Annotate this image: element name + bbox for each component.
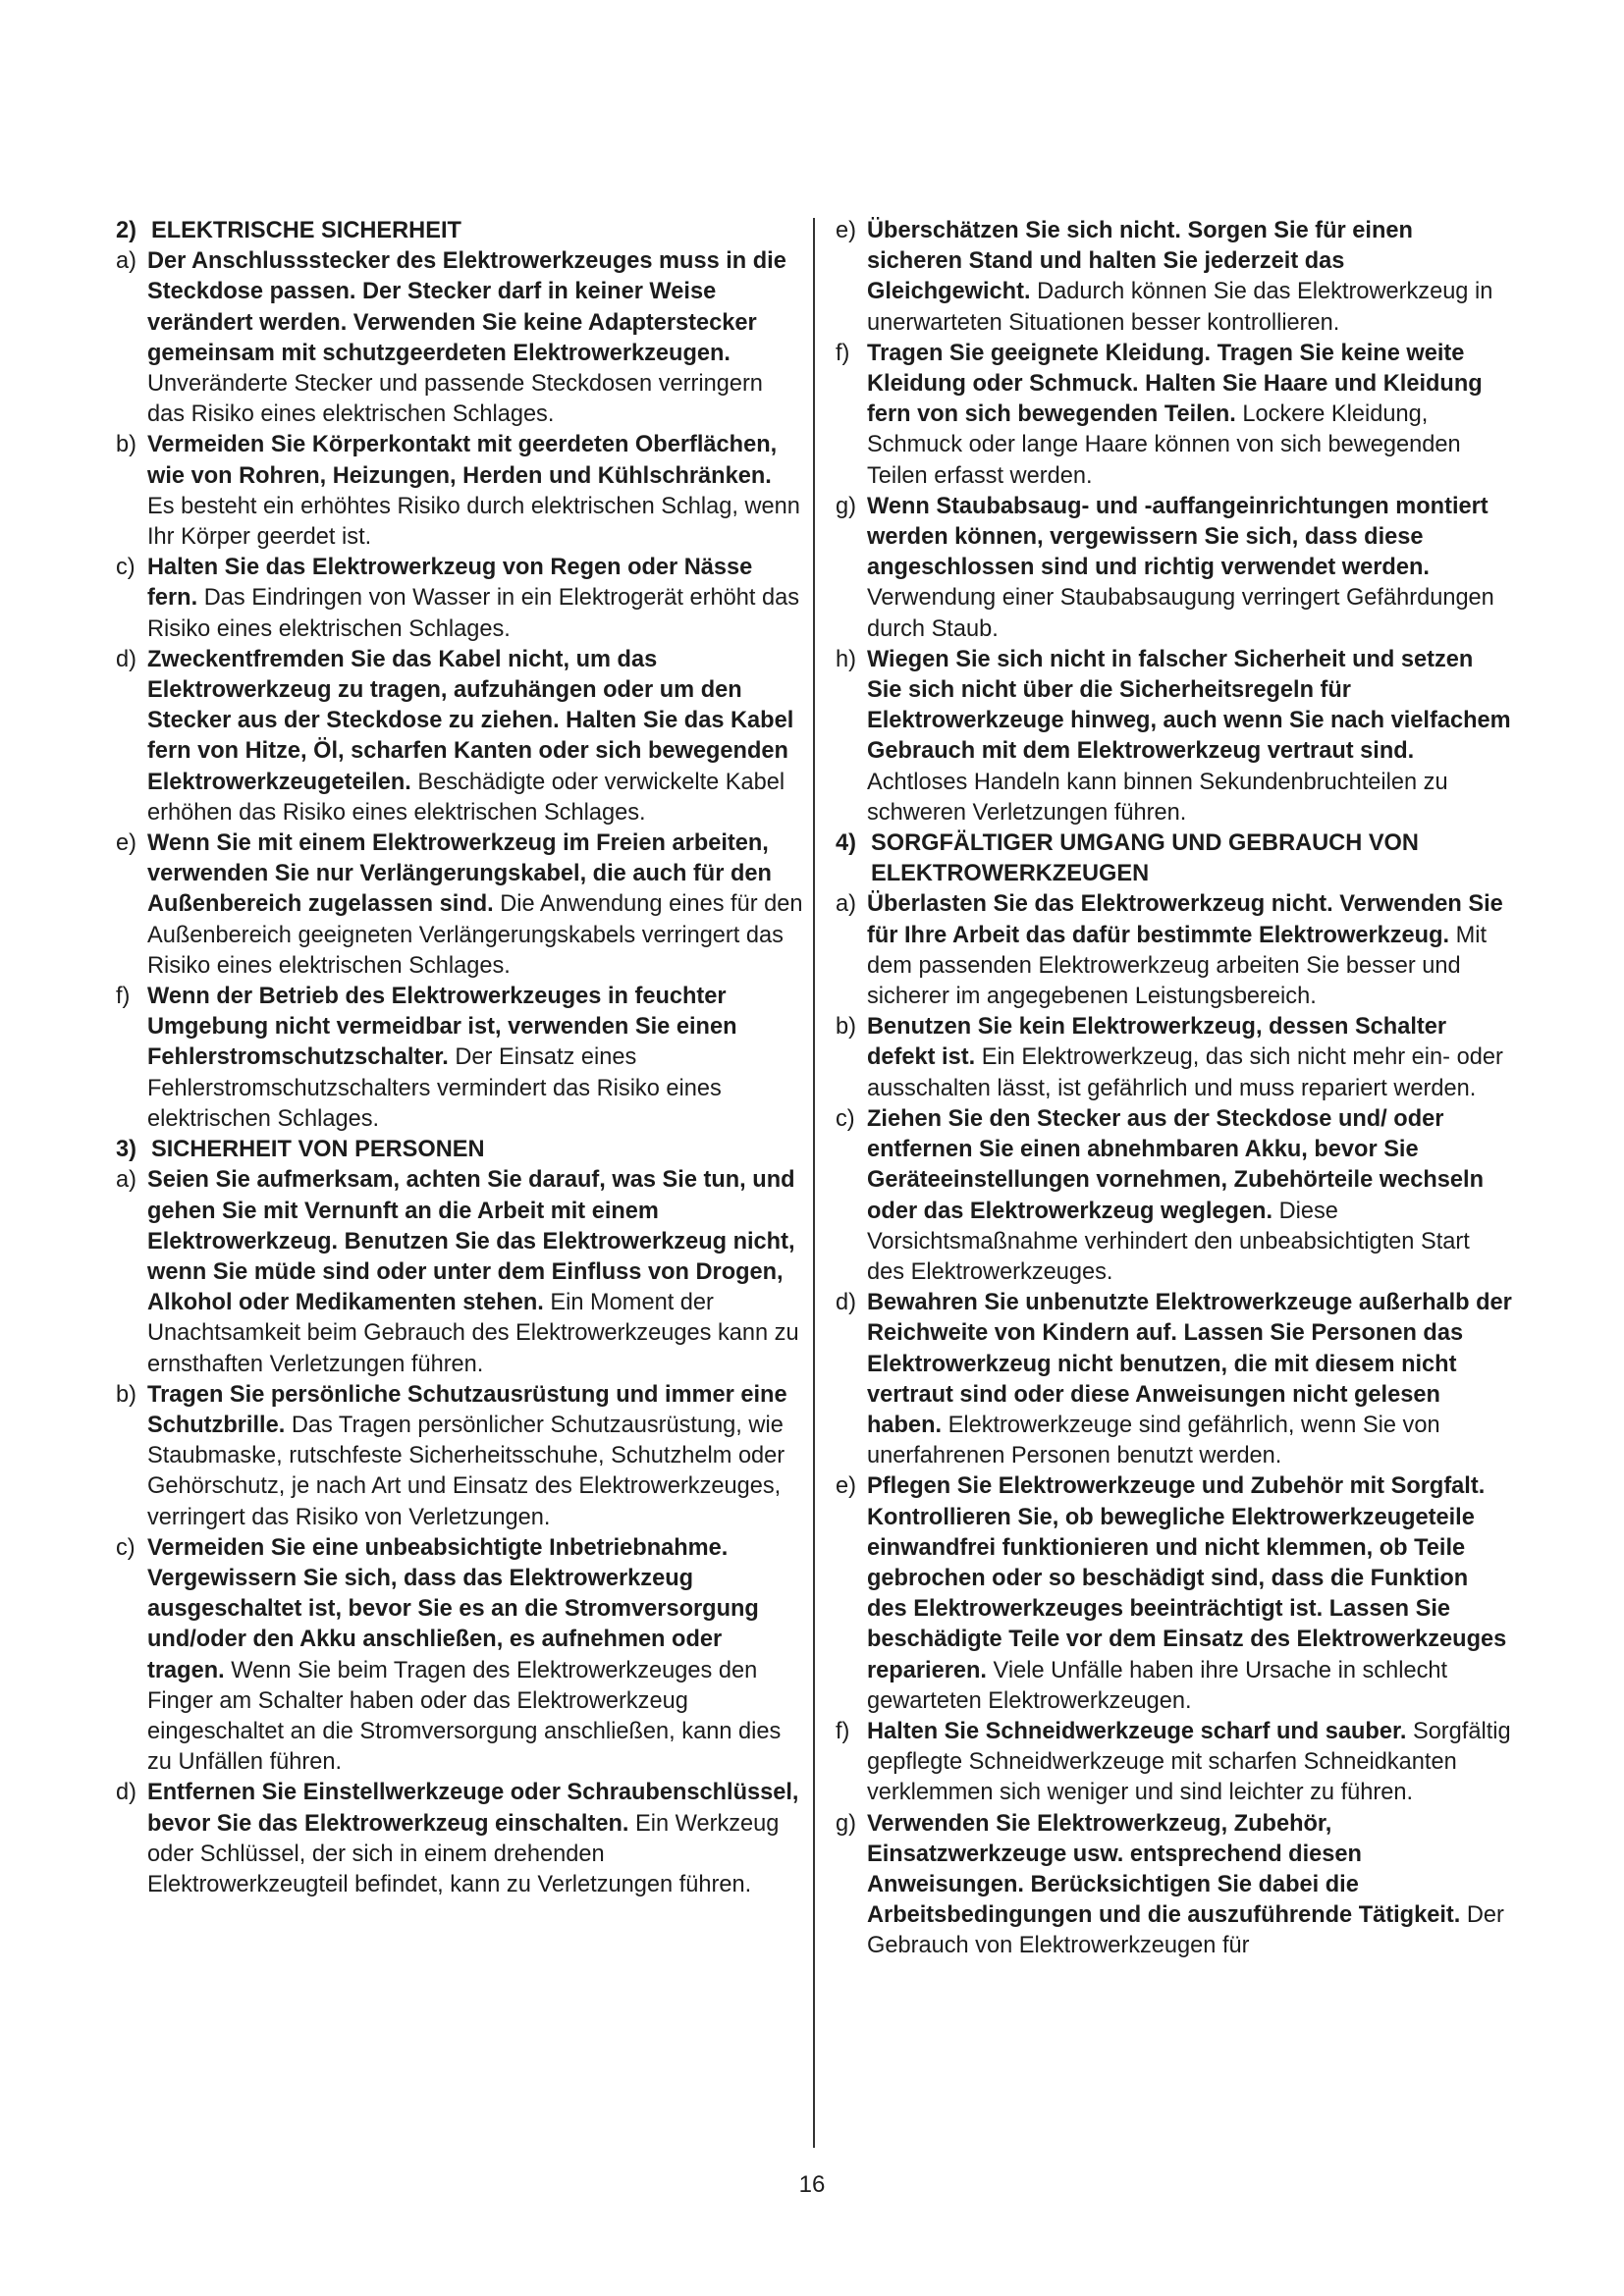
item-explanation: Beschädigte oder verwickelte Kabel erhöhen das Risiko eines elektrischen Schlages. (147, 769, 785, 826)
section-number: 3) (116, 1137, 136, 1163)
item-body (867, 339, 1513, 492)
item-instruction: Bewahren Sie unbenutzte Elektrowerkzeuge außerhalb der Reichweite von Kindern auf. Lassen Sie Personen das Elektrowerkzeug nicht benutzen, die mit diesem nicht vertraut sind oder diese Anweisungen nicht gelesen haben. (867, 1290, 1512, 1438)
item-instruction: Wenn der Betrieb des Elektrowerkzeuges in feuchter Umgebung nicht vermeidbar ist, verwenden Sie einen Fehlerstromschutzschalter. (147, 984, 737, 1071)
item-body (147, 645, 803, 828)
item-body (867, 645, 1513, 828)
item-body (147, 828, 803, 982)
item-explanation: Dadurch können Sie das Elektrowerkzeug in unerwarteten Situationen besser kontrollieren. (867, 279, 1493, 336)
safety-item (116, 1778, 803, 1900)
item-explanation: Achtloses Handeln kann binnen Sekundenbruchteilen zu schweren Verletzungen führen. (867, 769, 1448, 826)
item-explanation: Elektrowerkzeuge sind gefährlich, wenn Sie von unerfahrenen Personen benutzt werden. (867, 1412, 1440, 1469)
item-body (867, 1809, 1513, 1962)
safety-item (836, 1104, 1513, 1288)
item-body (867, 1104, 1513, 1288)
section-title: SICHERHEIT VON PERSONEN (151, 1137, 485, 1163)
item-instruction: Vermeiden Sie eine unbeabsichtigte Inbetriebnahme. Vergewissern Sie sich, dass das Elektrowerkzeug ausgeschaltet ist, bevor Sie es an die Stromversorgung und/oder den Akku anschließen, es aufnehmen oder tragen. (147, 1534, 759, 1683)
safety-item (116, 1533, 803, 1779)
right-column (836, 216, 1513, 1962)
item-instruction: Tragen Sie persönliche Schutzausrüstung und immer eine Schutzbrille. (147, 1381, 787, 1438)
item-explanation: Sorgfältig gepflegte Schneidwerkzeuge mit scharfen Schneidkanten verklemmen sich weniger und sind leichter zu führen. (867, 1718, 1511, 1806)
item-instruction: Verwenden Sie Elektrowerkzeug, Zubehör, Einsatzwerkzeuge usw. entsprechend diesen Anweisungen. Berücksichtigen Sie dabei die Arbeitsbedingungen und die auszuführende Tätigkeit. (867, 1810, 1461, 1929)
item-instruction: Pflegen Sie Elektrowerkzeuge und Zubehör mit Sorgfalt. Kontrollieren Sie, ob bewegliche Elektrowerkzeugeteile einwandfrei funktionieren und nicht klemmen, ob Teile gebrochen oder so beschädigt sind, dass die Funktion des Elektrowerkzeuges beeinträchtigt ist. Lassen Sie beschädigte Teile vor dem Einsatz des Elektrowerkzeuges reparieren. (867, 1473, 1507, 1683)
item-body (147, 1380, 803, 1533)
item-explanation: Mit dem passenden Elektrowerkzeug arbeiten Sie besser und sicherer im angegebenen Leistungsbereich. (867, 922, 1488, 1010)
item-body (867, 1717, 1513, 1809)
safety-item (836, 1809, 1513, 1962)
item-label: f) (836, 1718, 850, 1744)
item-label: c) (836, 1105, 855, 1132)
item-body (867, 889, 1513, 1012)
item-label: d) (116, 1780, 136, 1806)
item-explanation: Es besteht ein erhöhtes Risiko durch elektrischen Schlag, wenn Ihr Körper geerdet ist. (147, 493, 800, 551)
item-label: b) (116, 432, 136, 458)
section-heading (116, 216, 803, 246)
safety-item (836, 1717, 1513, 1809)
section-heading (836, 828, 1513, 889)
section-number: 4) (836, 830, 856, 857)
item-instruction: Tragen Sie geeignete Kleidung. Tragen Sie keine weite Kleidung oder Schmuck. Halten Sie Haare und Kleidung fern von sich bewegenden Teilen. (867, 340, 1483, 428)
safety-item (116, 1380, 803, 1533)
item-instruction: Wenn Sie mit einem Elektrowerkzeug im Freien arbeiten, verwenden Sie nur Verlängerungskabel, die auch für den Außenbereich zugelassen sind. (147, 830, 772, 918)
section-title: SORGFÄLTIGER UMGANG UND GEBRAUCH VON ELEKTROWERKZEUGEN (871, 830, 1419, 887)
column-divider (813, 218, 815, 2148)
item-explanation: Verwendung einer Staubabsaugung verringert Gefährdungen durch Staub. (867, 585, 1494, 642)
item-body (867, 1288, 1513, 1471)
left-column (116, 216, 803, 1900)
item-label: d) (836, 1290, 856, 1316)
item-label: c) (116, 555, 135, 581)
item-label: e) (836, 1473, 856, 1500)
item-body (147, 246, 803, 430)
item-explanation: Der Gebrauch von Elektrowerkzeugen für (867, 1902, 1504, 1959)
safety-item (836, 216, 1513, 339)
item-body (867, 1012, 1513, 1104)
item-body (147, 1778, 803, 1900)
item-instruction: Ziehen Sie den Stecker aus der Steckdose und/ oder entfernen Sie einen abnehmbaren Akku, bevor Sie Geräteeinstellungen vornehmen, Zubehörteile wechseln oder das Elektrowerkzeug weglegen. (867, 1105, 1485, 1224)
item-label: d) (116, 646, 136, 672)
item-instruction: Überschätzen Sie sich nicht. Sorgen Sie für einen sicheren Stand und halten Sie jederzeit das Gleichgewicht. (867, 218, 1413, 305)
item-label: e) (116, 830, 136, 857)
item-explanation: Diese Vorsichtsmaßnahme verhindert den unbeabsichtigten Start des Elektrowerkzeuges. (867, 1198, 1470, 1285)
safety-item (836, 492, 1513, 645)
item-body (147, 553, 803, 645)
item-label: a) (836, 891, 856, 918)
safety-item (836, 889, 1513, 1012)
section-heading (116, 1135, 803, 1165)
item-explanation: Ein Elektrowerkzeug, das sich nicht mehr ein- oder ausschalten lässt, ist gefährlich und muss repariert werden. (867, 1044, 1503, 1101)
section-number: 2) (116, 218, 136, 243)
item-label: e) (836, 218, 856, 243)
item-instruction: Wenn Staubabsaug- und -auffangeinrichtungen montiert werden können, vergewissern Sie sich, dass diese angeschlossen sind und richtig verwendet werden. (867, 493, 1489, 581)
item-label: b) (116, 1381, 136, 1408)
section-title: ELEKTRISCHE SICHERHEIT (151, 218, 461, 243)
page-number: 16 (798, 2171, 826, 2198)
item-label: h) (836, 646, 856, 672)
item-body (147, 1533, 803, 1779)
item-instruction: Entfernen Sie Einstellwerkzeuge oder Schraubenschlüssel, bevor Sie das Elektrowerkzeug einschalten. (147, 1780, 799, 1837)
item-instruction: Der Anschlussstecker des Elektrowerkzeuges muss in die Steckdose passen. Der Stecker darf in keiner Weise verändert werden. Verwenden Sie keine Adapterstecker gemeinsam mit schutzgeerdeten Elektrowerkzeugen. (147, 248, 786, 366)
item-explanation: Das Tragen persönlicher Schutzausrüstung, wie Staubmaske, rutschfeste Sicherheitsschuhe, Schutzhelm oder Gehörschutz, je nach Art und Einsatz des Elektrowerkzeuges, verringert das Risiko von Verletzungen. (147, 1412, 785, 1530)
item-explanation: Unveränderte Stecker und passende Steckdosen verringern das Risiko eines elektrischen Schlages. (147, 371, 763, 428)
item-instruction: Vermeiden Sie Körperkontakt mit geerdeten Oberflächen, wie von Rohren, Heizungen, Herden und Kühlschränken. (147, 432, 778, 489)
item-body (147, 982, 803, 1135)
safety-item (836, 1288, 1513, 1471)
item-label: a) (116, 248, 136, 275)
item-label: c) (116, 1534, 135, 1561)
safety-item (116, 246, 803, 430)
safety-item (116, 828, 803, 982)
safety-item (116, 1165, 803, 1379)
item-explanation: Die Anwendung eines für den Außenbereich geeigneten Verlängerungskabels verringert das Risiko eines elektrischen Schlages. (147, 891, 803, 979)
item-body (147, 430, 803, 553)
safety-item (116, 645, 803, 828)
item-label: a) (116, 1167, 136, 1194)
item-instruction: Benutzen Sie kein Elektrowerkzeug, dessen Schalter defekt ist. (867, 1014, 1447, 1071)
item-instruction: Halten Sie Schneidwerkzeuge scharf und sauber. (867, 1718, 1407, 1744)
item-label: f) (116, 984, 131, 1010)
item-explanation: Lockere Kleidung, Schmuck oder lange Haare können von sich bewegenden Teilen erfasst werden. (867, 401, 1461, 489)
item-instruction: Zweckentfremden Sie das Kabel nicht, um das Elektrowerkzeug zu tragen, aufzuhängen oder um den Stecker aus der Steckdose zu ziehen. Halten Sie das Kabel fern von Hitze, Öl, scharfen Kanten oder sich bewegenden Elektrowerkzeugeteilen. (147, 646, 794, 795)
item-body (867, 1471, 1513, 1717)
item-explanation: Viele Unfälle haben ihre Ursache in schlecht gewarteten Elektrowerkzeugen. (867, 1657, 1448, 1714)
item-instruction: Halten Sie das Elektrowerkzeug von Regen oder Nässe fern. (147, 555, 753, 612)
item-label: g) (836, 493, 856, 519)
item-label: g) (836, 1810, 856, 1837)
item-explanation: Wenn Sie beim Tragen des Elektrowerkzeuges den Finger am Schalter haben oder das Elektrowerkzeug eingeschaltet an die Stromversorgung anschließen, kann dies zu Unfällen führen. (147, 1657, 782, 1776)
safety-item (116, 430, 803, 553)
safety-item (116, 982, 803, 1135)
item-instruction: Überlasten Sie das Elektrowerkzeug nicht. Verwenden Sie für Ihre Arbeit das dafür bestimmte Elektrowerkzeug. (867, 891, 1503, 948)
item-label: f) (836, 340, 850, 366)
item-explanation: Das Eindringen von Wasser in ein Elektrogerät erhöht das Risiko eines elektrischen Schlages. (147, 585, 800, 642)
safety-item (836, 1012, 1513, 1104)
item-body (147, 1165, 803, 1379)
safety-item (836, 645, 1513, 828)
safety-item (116, 553, 803, 645)
item-explanation: Ein Moment der Unachtsamkeit beim Gebrauch des Elektrowerkzeuges kann zu ernsthaften Verletzungen führen. (147, 1290, 799, 1377)
safety-item (836, 1471, 1513, 1717)
item-instruction: Seien Sie aufmerksam, achten Sie darauf, was Sie tun, und gehen Sie mit Vernunft an die Arbeit mit einem Elektrowerkzeug. Benutzen Sie das Elektrowerkzeug nicht, wenn Sie müde sind oder unter dem Einfluss von Drogen, Alkohol oder Medikamenten stehen. (147, 1167, 795, 1316)
item-body (867, 216, 1513, 339)
item-label: b) (836, 1014, 856, 1041)
item-explanation: Ein Werkzeug oder Schlüssel, der sich in einem drehenden Elektrowerkzeugteil befindet, kann zu Verletzungen führen. (147, 1810, 780, 1897)
safety-item (836, 339, 1513, 492)
item-explanation: Der Einsatz eines Fehlerstromschutzschalters vermindert das Risiko eines elektrischen Schlages. (147, 1044, 722, 1132)
item-instruction: Wiegen Sie sich nicht in falscher Sicherheit und setzen Sie sich nicht über die Sicherheitsregeln für Elektrowerkzeuge hinweg, auch wenn Sie nach vielfachem Gebrauch mit dem Elektrowerkzeug vertraut sind. (867, 646, 1511, 765)
item-body (867, 492, 1513, 645)
